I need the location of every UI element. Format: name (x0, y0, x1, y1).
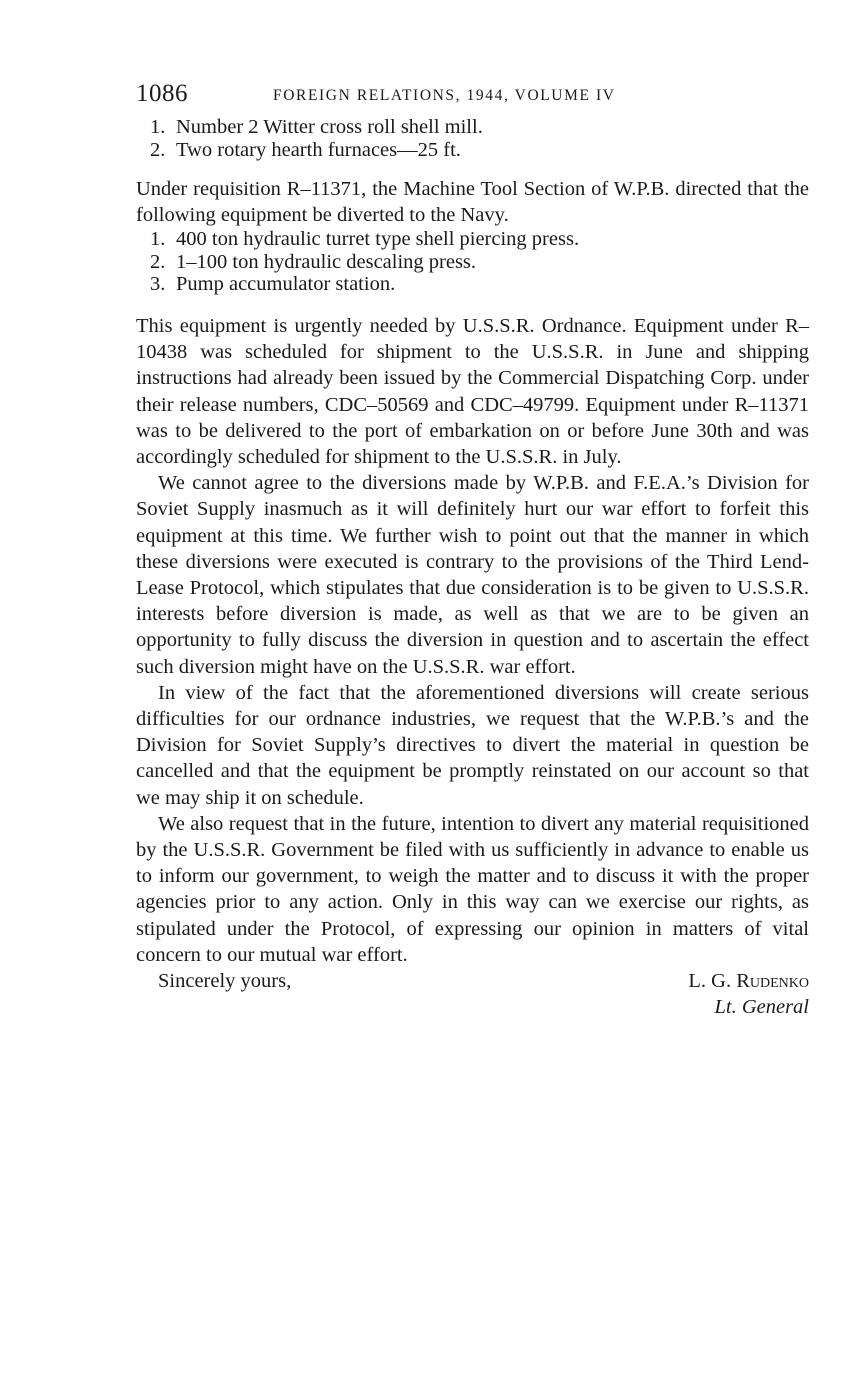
document-page (136, 78, 809, 1023)
list-item (150, 138, 809, 162)
list-item (150, 273, 809, 296)
body-paragraph: We also request that in the future, intention to divert any material requisitioned by the U.S.S.R. Government be filed with us sufficiently in advance to enable us to inform our government, to weigh the matter and to discuss it with the proper agencies prior to any action. Only in this way can we exercise our rights, as stipulated under the Protocol, of expressing our opinion in matters of vital concern to our mutual war effort. (136, 812, 809, 966)
list-item-text: Pump accumulator station. (176, 273, 396, 296)
list-item-number: 2. (150, 138, 166, 161)
body-paragraph: This equipment is urgently needed by U.S.S.R. Ordnance. Equipment under R–10438 was scheduled for shipment to the U.S.S.R. in June and shipping instructions had already been issued by the Commercial Dispatching Corp. under their release numbers, CDC–50569 and CDC–49799. Equipment under R–11371 was to be delivered to the port of embarkation on or before June 30th and was accordingly scheduled for shipment to the U.S.S.R. in July. (136, 314, 809, 468)
list-item-number: 3. (150, 273, 166, 296)
page-number: 1086 (136, 80, 188, 107)
list-item-text: 1–100 ton hydraulic descaling press. (176, 250, 477, 273)
list-item-text: Number 2 Witter cross roll shell mill. (176, 116, 483, 138)
letter-closing (136, 968, 809, 1023)
body-paragraph: In view of the fact that the aforementioned diversions will create serious difficulties for our ordnance industries, we request that the W.P.B.’s and the Division for Soviet Supply’s directives to divert the material in question be cancelled and that the equipment be promptly reinstated on our account so that we may ship it on schedule. (136, 681, 809, 809)
list-item-number: 1. (150, 116, 166, 138)
equipment-list-2 (136, 228, 809, 296)
list-item (150, 228, 809, 251)
list-item (150, 250, 809, 274)
list-item (150, 116, 809, 139)
list-item-text: 400 ton hydraulic turret type shell piercing press. (176, 228, 580, 251)
intro-paragraph: Under requisition R–11371, the Machine Tool Section of W.P.B. directed that the following equipment be diverted to the Navy. (136, 178, 809, 227)
signature-block (688, 968, 809, 1020)
list-item-text: Two rotary hearth furnaces—25 ft. (176, 138, 461, 161)
running-head (136, 78, 809, 116)
equipment-list-1 (136, 116, 809, 161)
list-item-number: 1. (150, 228, 166, 251)
header-title: FOREIGN RELATIONS, 1944, VOLUME IV (273, 87, 616, 104)
list-item-number: 2. (150, 250, 166, 273)
salutation: Sincerely yours, (158, 969, 292, 992)
signer-title: Lt. General (714, 996, 809, 1019)
signer-name: L. G. Rudenko (688, 969, 809, 992)
body-paragraph: We cannot agree to the diversions made by W.P.B. and F.E.A.’s Division for Soviet Supply inasmuch as it will definitely hurt our war effort to forfeit this equipment at this time. We further wish to point out that the manner in which these diversions were executed is contrary to the provisions of the Third Lend-Lease Protocol, which stipulates that due consideration is to be given to U.S.S.R. interests before diversion is made, as well as that we are to be given an opportunity to fully discuss the diversion in question and to ascertain the effect such diversion might have on the U.S.S.R. war effort. (136, 472, 809, 678)
